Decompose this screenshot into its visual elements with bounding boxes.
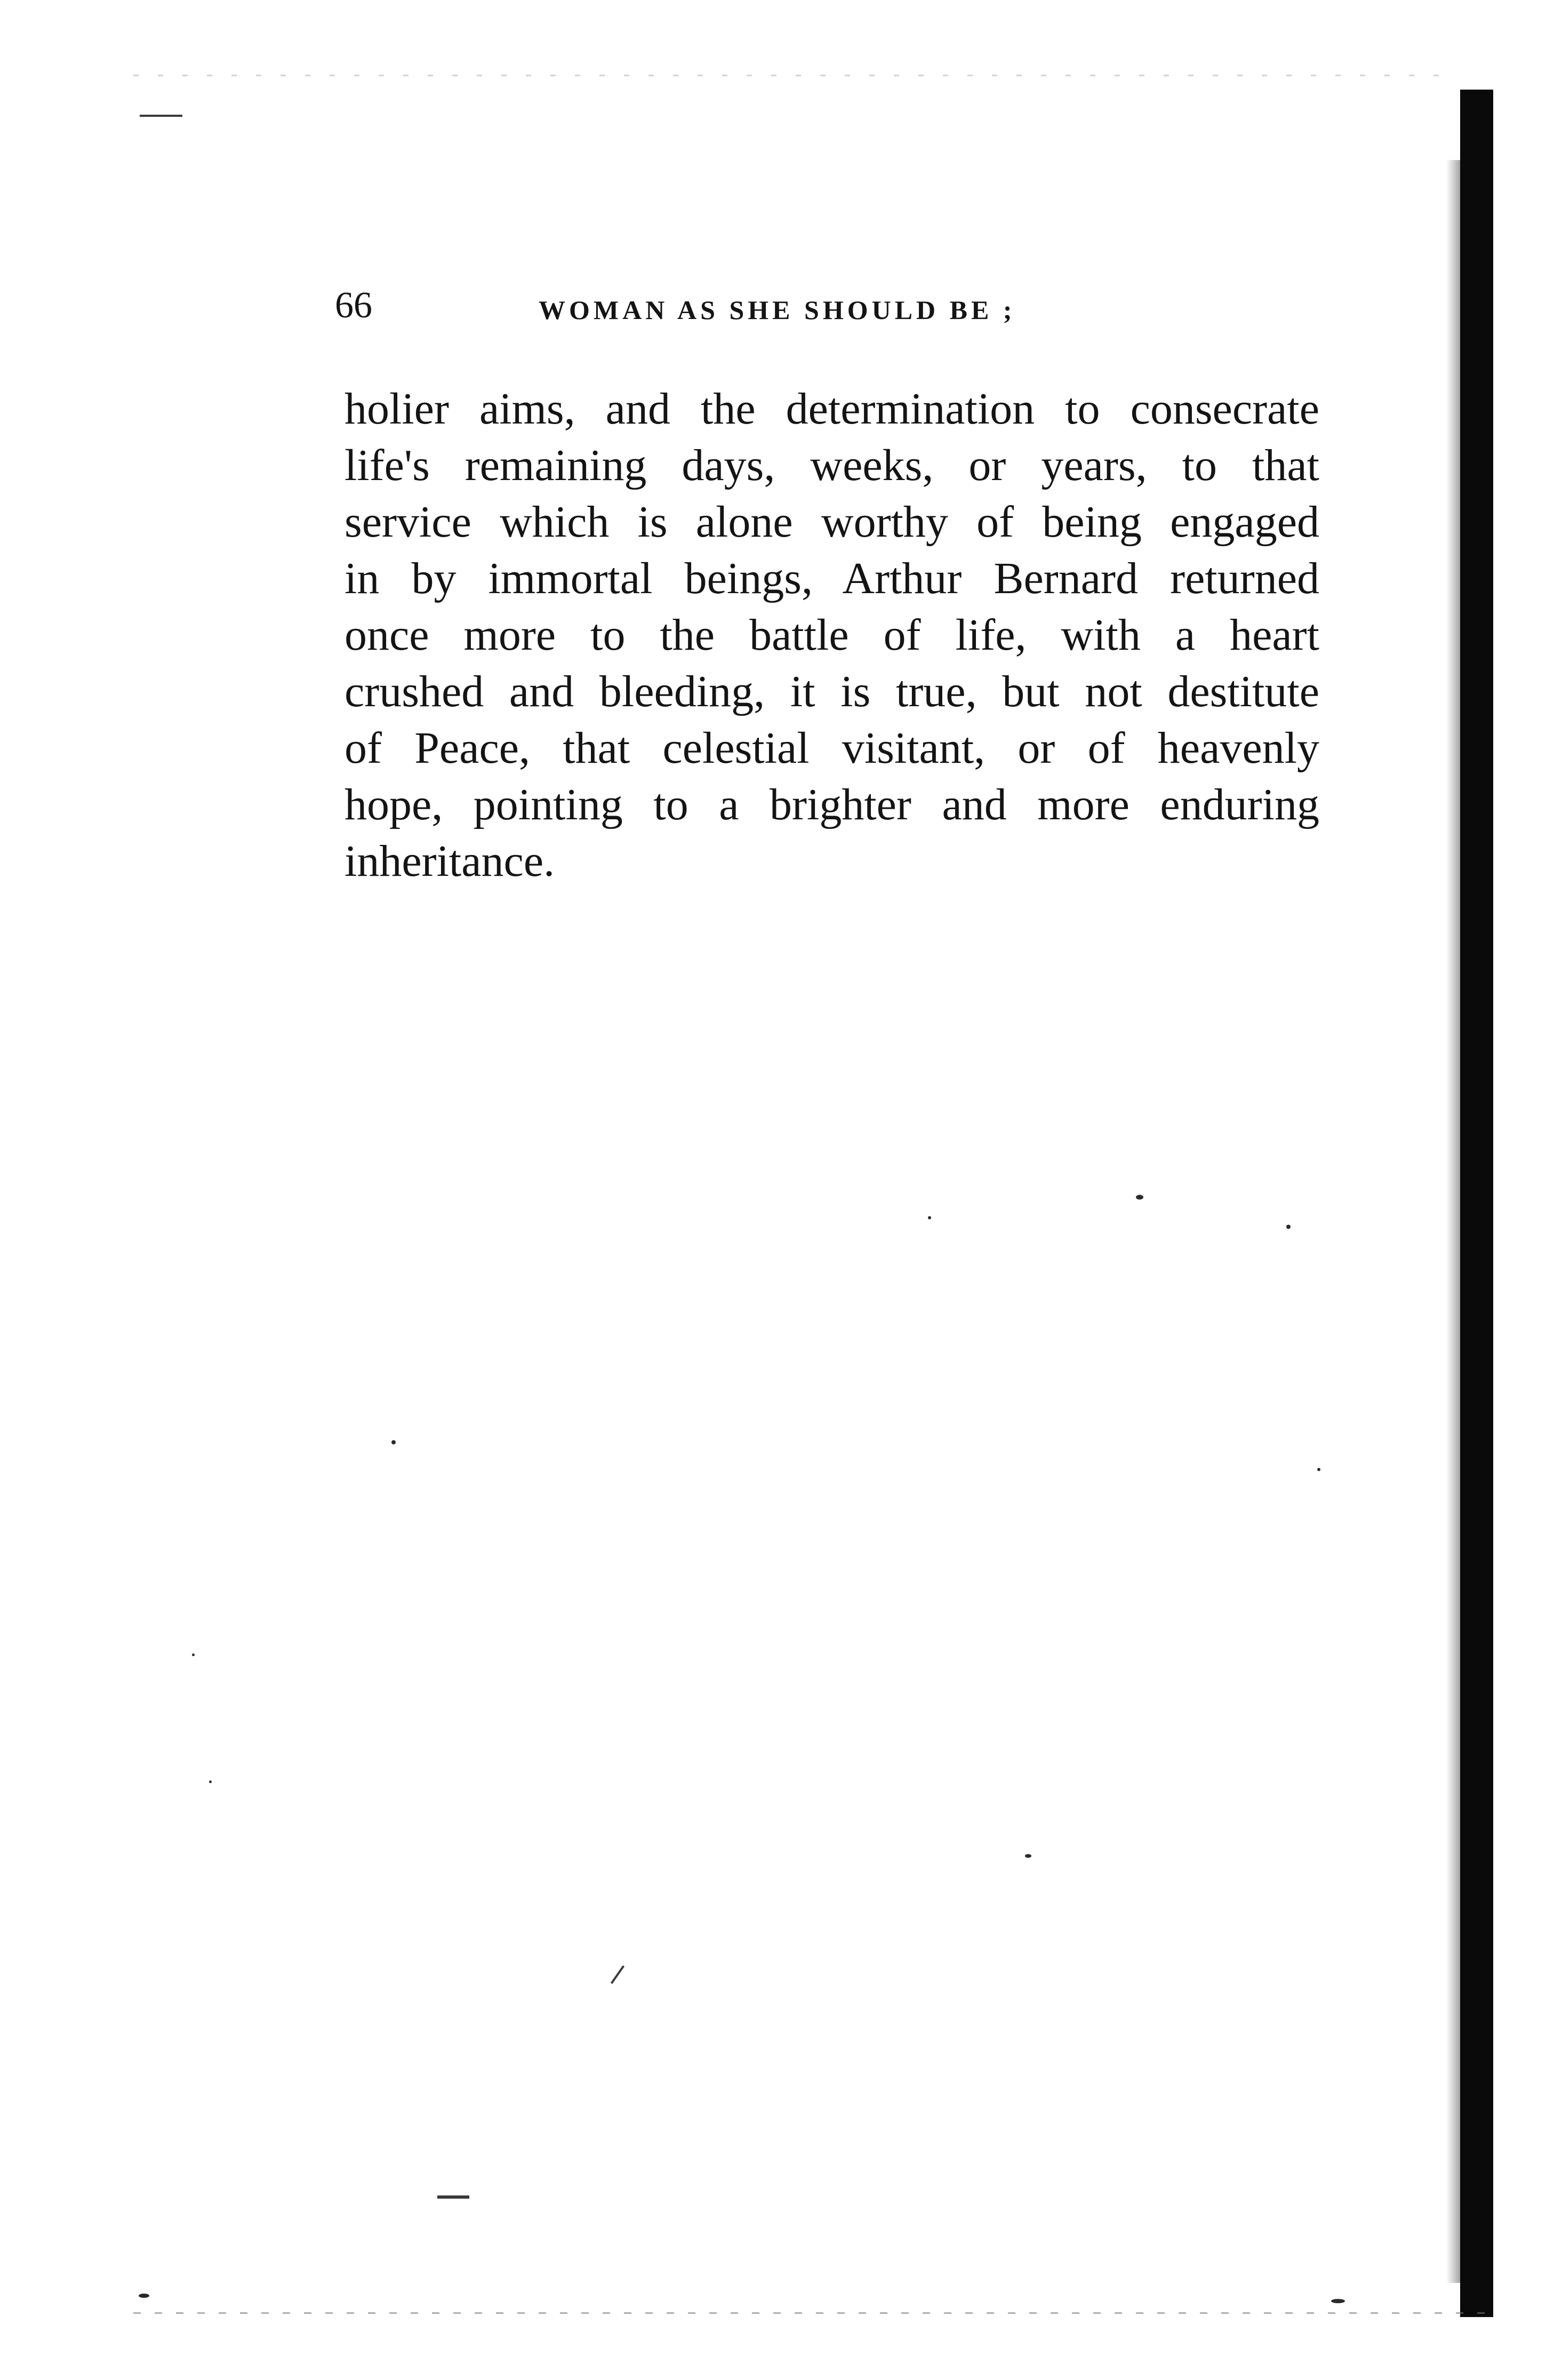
text-line: hope, pointing to a brighter and more enduring [345, 780, 1319, 829]
scan-speck [1136, 1195, 1143, 1200]
text-line: holier aims, and the determination to consecrate [345, 384, 1319, 434]
text-line: of Peace, that celestial visitant, or of heavenly [345, 723, 1319, 773]
running-head [335, 282, 1162, 330]
scan-speck [209, 1780, 212, 1783]
text-line: service which is alone worthy of being engaged [345, 497, 1319, 547]
scan-speck [192, 1654, 195, 1656]
scan-speck [391, 1440, 396, 1444]
scan-speck [1317, 1468, 1320, 1471]
scan-mark [611, 1965, 624, 1984]
text-line: crushed and bleeding, it is true, but not destitute [345, 667, 1319, 716]
binding-edge [1460, 90, 1493, 2317]
running-title: WOMAN AS SHE SHOULD BE ; [539, 295, 1016, 325]
binding-shadow [1446, 160, 1460, 2283]
scan-border-bottom [133, 2312, 1493, 2314]
text-line: in by immortal beings, Arthur Bernard returned [345, 554, 1319, 603]
scan-speck [928, 1216, 931, 1219]
scan-speck [1286, 1225, 1291, 1229]
scan-border-top [133, 75, 1440, 76]
scan-speck [1331, 2299, 1345, 2303]
scan-mark [140, 115, 182, 117]
text-line: inheritance. [345, 836, 555, 886]
body-text [345, 381, 1319, 890]
text-line: life's remaining days, weeks, or years, to that [345, 441, 1319, 490]
scan-speck [139, 2294, 149, 2298]
scan-speck [1025, 1854, 1031, 1858]
scan-mark [437, 2195, 469, 2199]
text-line: once more to the battle of life, with a heart [345, 610, 1319, 660]
page-number: 66 [335, 285, 372, 326]
